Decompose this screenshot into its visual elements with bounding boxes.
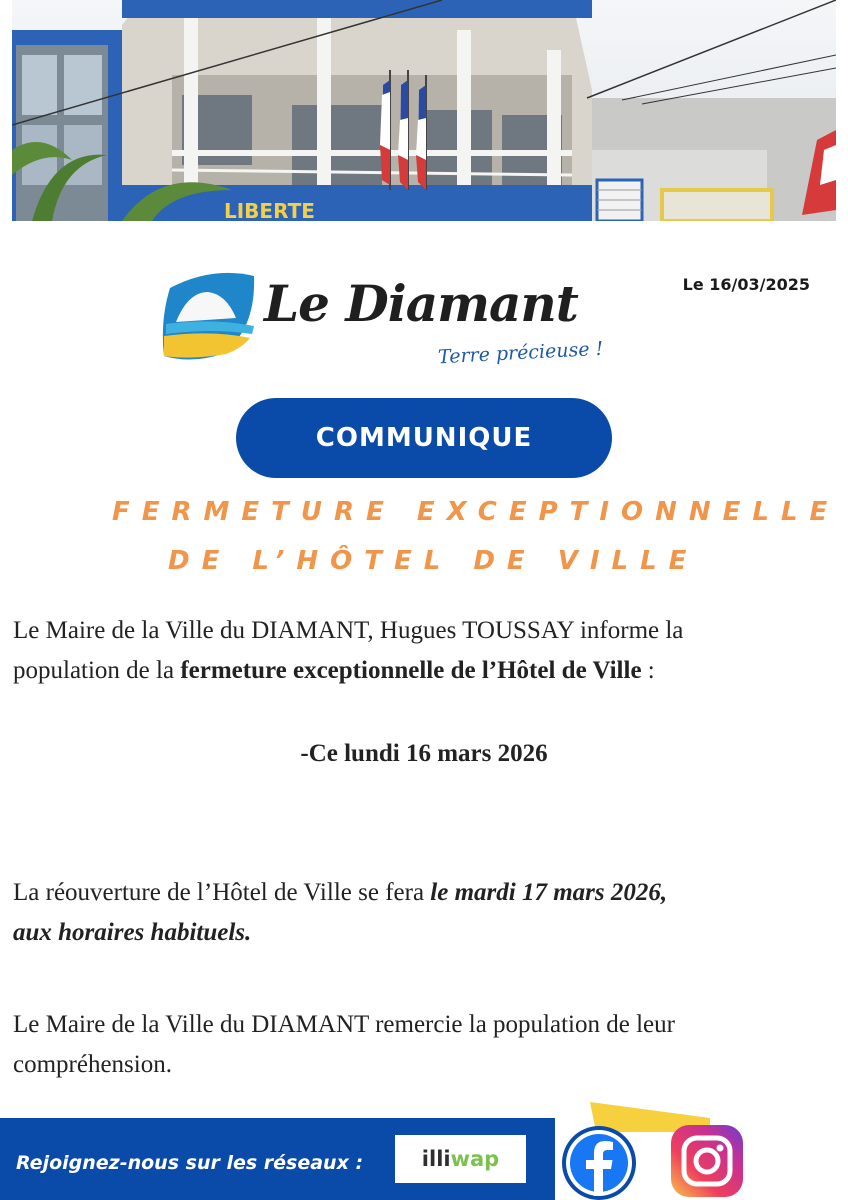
emphasis-text: fermeture exceptionnelle de l’Hôtel de Ville [180, 657, 642, 684]
publication-date: Le 16/03/2025 [682, 275, 810, 294]
footer-label: Rejoignez-nous sur les réseaux : [16, 1152, 364, 1174]
text-run: population de la [13, 657, 181, 684]
closure-date: -Ce lundi 16 mars 2026 [300, 740, 548, 767]
paragraph-line: Le Maire de la Ville du DIAMANT, Hugues TOUSSAY informe la [13, 617, 684, 644]
paragraph-line: compréhension. [13, 1051, 172, 1078]
headline-line-1: FERMETURE EXCEPTIONNELLE [112, 497, 840, 527]
illiwap-logo[interactable] [395, 1135, 526, 1183]
town-hall-photo [12, 0, 836, 221]
paragraph-line [13, 873, 839, 913]
logo-name: Le Diamant [264, 274, 578, 333]
instagram-icon[interactable] [670, 1124, 744, 1198]
headline-line-2: DE L’HÔTEL DE VILLE [168, 546, 699, 576]
facade-lettering: LIBERTE [224, 199, 315, 221]
communique-badge [236, 398, 612, 478]
illiwap-text [422, 1147, 499, 1171]
thanks-paragraph [13, 1005, 839, 1085]
text-run: La réouverture de l’Hôtel de Ville se fera [13, 879, 431, 906]
emphasis-text: le mardi 17 mars 2026, [430, 879, 668, 906]
diamant-rock-icon [162, 270, 257, 362]
facebook-icon[interactable] [561, 1125, 637, 1200]
paragraph-line: Le Maire de la Ville du DIAMANT remercie la population de leur [13, 1011, 675, 1038]
reopening-paragraph [13, 873, 839, 953]
illiwap-prefix: illi [421, 1147, 451, 1171]
communique-label: COMMUNIQUE [315, 423, 533, 453]
emphasis-text: aux horaires habituels. [13, 919, 252, 946]
paragraph-line [13, 651, 839, 691]
text-run: : [641, 657, 655, 684]
le-diamant-logo [162, 268, 622, 388]
logo-tagline: Terre précieuse ! [437, 337, 604, 369]
announcement-paragraph [13, 611, 839, 691]
illiwap-suffix: wap [450, 1147, 500, 1171]
